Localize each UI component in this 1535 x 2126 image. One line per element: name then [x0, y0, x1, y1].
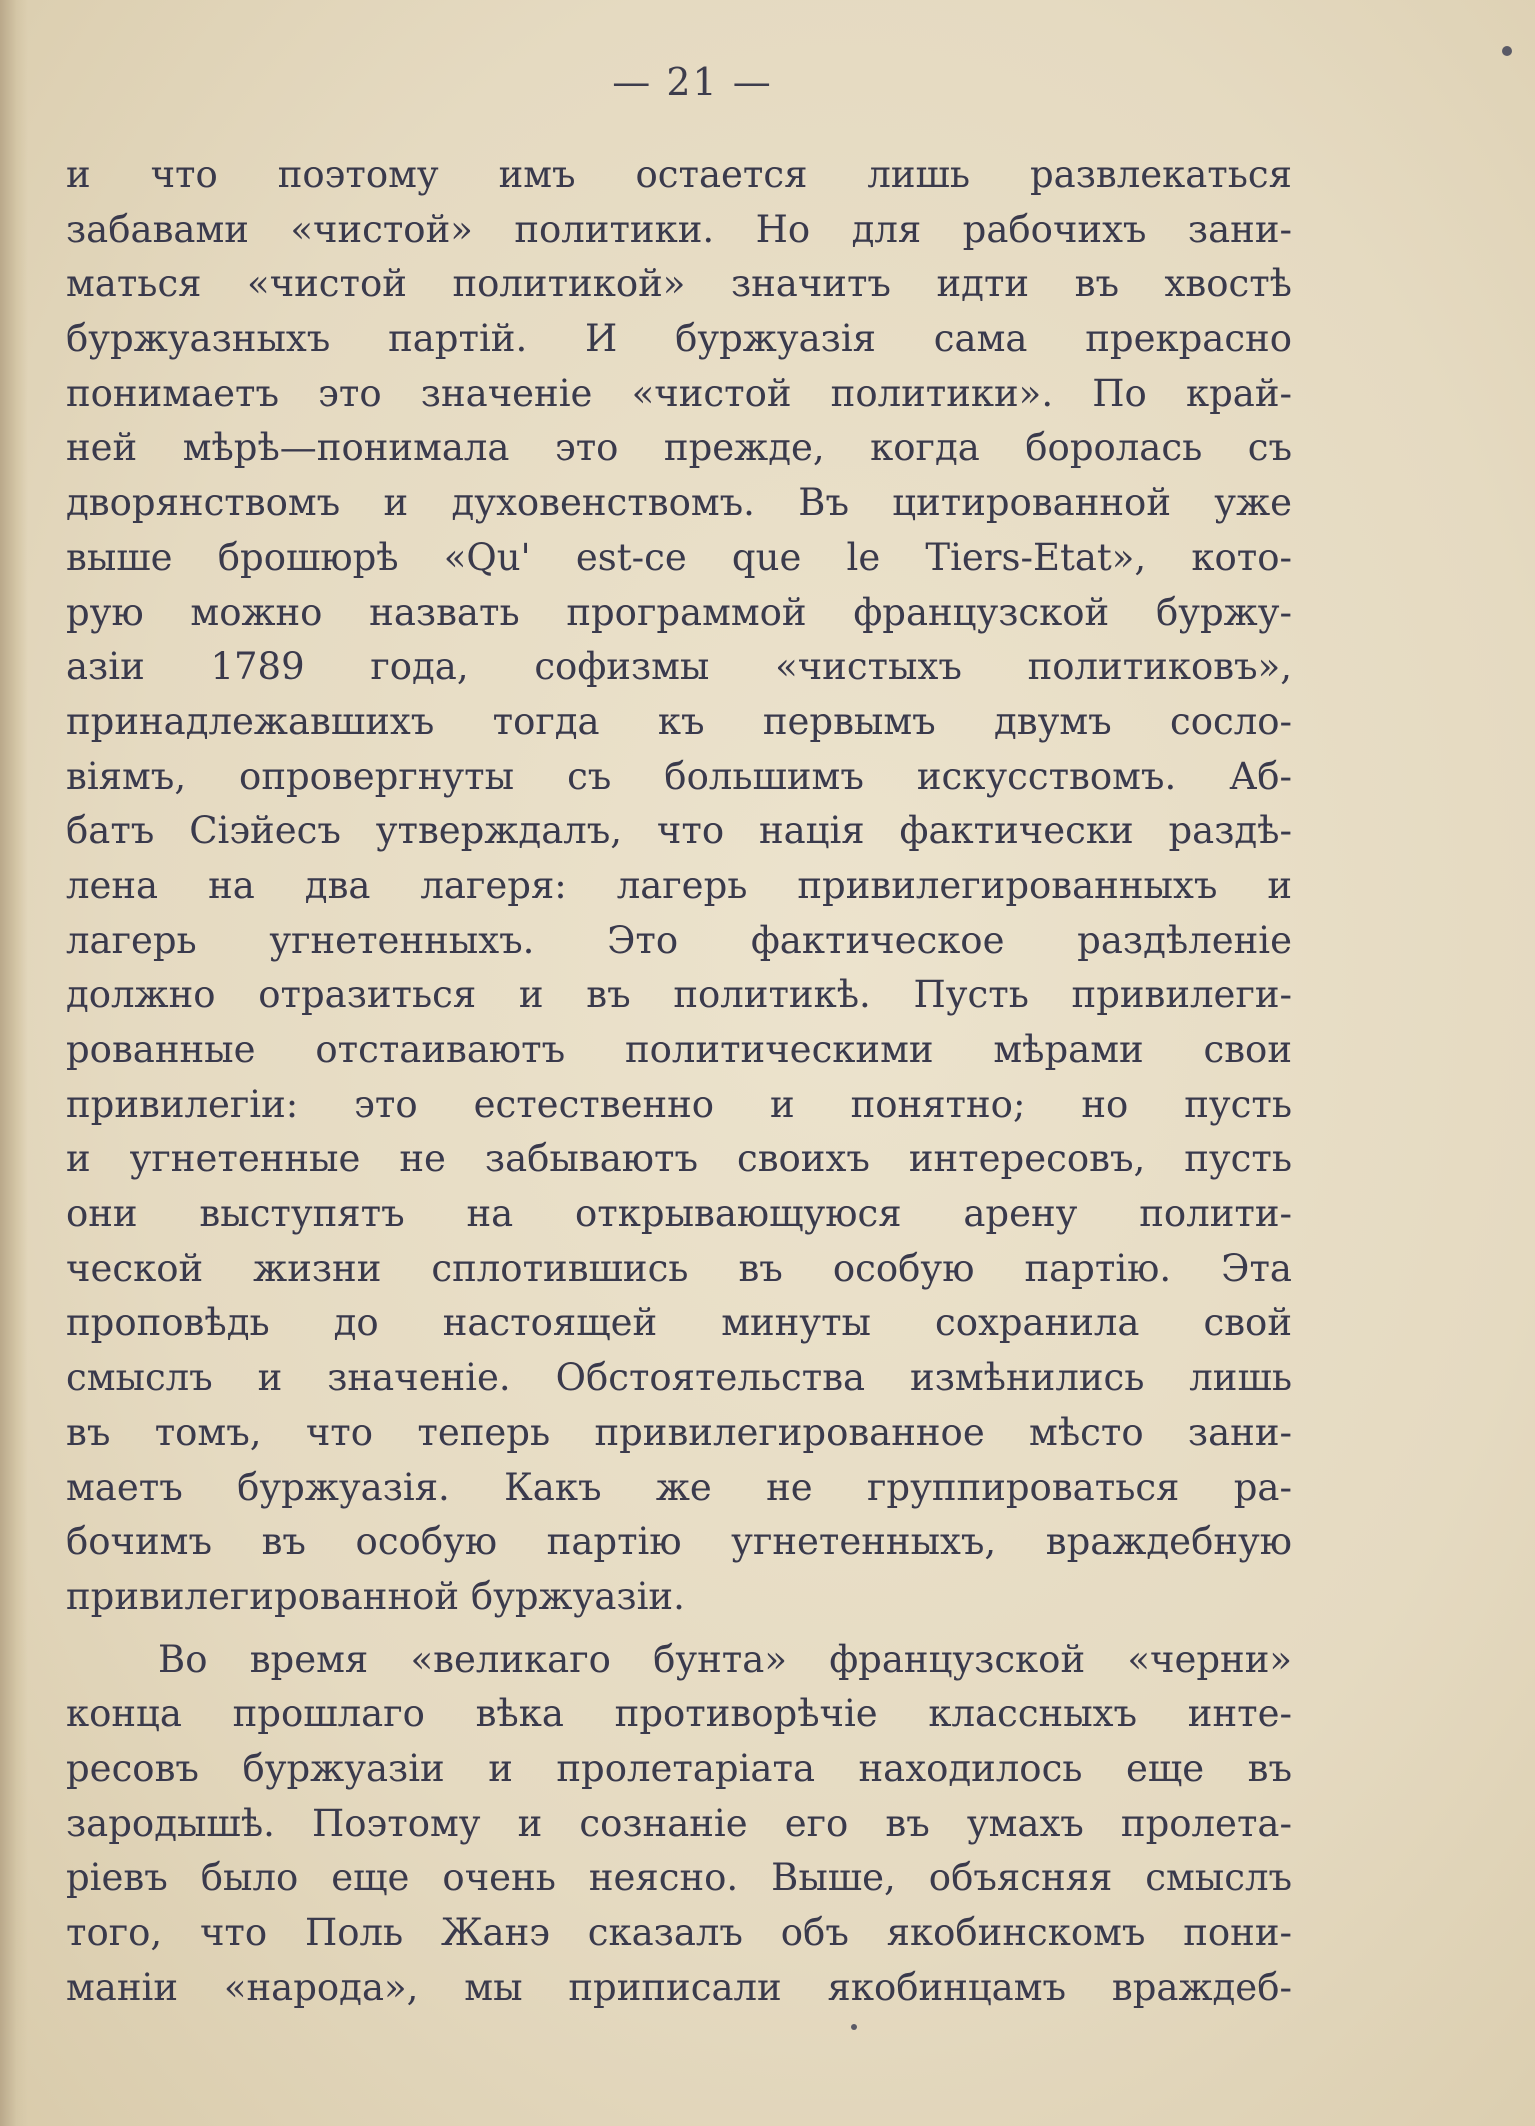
text-line: віямъ, опровергнуты съ большимъ искусствомъ. Аб-	[66, 754, 1292, 798]
text-line: азіи 1789 года, софизмы «чистыхъ политиковъ»,	[66, 645, 1292, 689]
text-line: буржуазныхъ партій. И буржуазія сама прекрасно	[66, 317, 1292, 361]
text-line: ресовъ буржуазіи и пролетаріата находилось еще въ	[66, 1746, 1292, 1790]
text-line: конца прошлаго вѣка противорѣчіе классныхъ инте-	[66, 1692, 1292, 1736]
body-text	[66, 148, 1292, 2015]
text-line: понимаетъ это значеніе «чистой политики». По край-	[66, 371, 1292, 415]
text-line: и что поэтому имъ остается лишь развлекаться	[66, 153, 1292, 196]
text-line: принадлежавшихъ тогда къ первымъ двумъ сосло-	[66, 699, 1292, 743]
text-line: рованные отстаиваютъ политическими мѣрами свои	[66, 1028, 1292, 1071]
paragraph	[66, 1633, 1292, 2016]
text-line: въ томъ, что теперь привилегированное мѣсто зани-	[66, 1410, 1292, 1454]
text-line: ней мѣрѣ—понимала это прежде, когда боролась съ	[66, 426, 1292, 470]
text-line: они выступятъ на открывающуюся арену полити-	[66, 1192, 1292, 1236]
text-line: ческой жизни сплотившись въ особую партію. Эта	[66, 1246, 1292, 1290]
text-line: того, что Поль Жанэ сказалъ объ якобинскомъ пони-	[66, 1911, 1292, 1954]
ink-speck	[1502, 46, 1512, 56]
text-line: должно отразиться и въ политикѣ. Пусть привилеги-	[66, 973, 1292, 1017]
text-line: маетъ буржуазія. Какъ же не группироваться ра-	[66, 1465, 1292, 1509]
text-line: Во время «великаго бунта» французской «черни»	[158, 1637, 1292, 1681]
text-line: дворянствомъ и духовенствомъ. Въ цитированной уже	[66, 481, 1292, 525]
text-line: рую можно назвать программой французской буржу-	[66, 590, 1292, 634]
text-line: проповѣдь до настоящей минуты сохранила свой	[66, 1301, 1292, 1345]
paragraph	[66, 148, 1292, 1625]
text-line: маніи «народа», мы приписали якобинцамъ враждеб-	[66, 1965, 1292, 2009]
text-line: выше брошюрѣ «Qu' est-ce que le Tiers-Etat», кото-	[66, 535, 1292, 579]
text-line: привилегіи: это естественно и понятно; но пусть	[66, 1082, 1292, 1126]
text-line: и угнетенные не забываютъ своихъ интересовъ, пусть	[66, 1137, 1292, 1181]
text-line: ріевъ было еще очень неясно. Выше, объясняя смыслъ	[66, 1856, 1292, 1900]
text-line: маться «чистой политикой» значитъ идти въ хвостѣ	[66, 262, 1292, 306]
text-line: зародышѣ. Поэтому и сознаніе его въ умахъ пролета-	[66, 1801, 1292, 1845]
text-line: лагерь угнетенныхъ. Это фактическое раздѣленіе	[66, 918, 1292, 962]
text-line: привилегированной буржуазіи.	[66, 1574, 685, 1618]
text-line: бочимъ въ особую партію угнетенныхъ, враждебную	[66, 1520, 1292, 1564]
text-line: забавами «чистой» политики. Но для рабочихъ зани-	[66, 207, 1292, 251]
text-line: батъ Сіэйесъ утверждалъ, что нація фактически раздѣ-	[66, 809, 1292, 853]
paragraph-gap	[66, 1625, 1292, 1633]
page-number: — 21 —	[612, 60, 773, 104]
text-line: смыслъ и значеніе. Обстоятельства измѣнились лишь	[66, 1356, 1292, 1400]
text-line: лена на два лагеря: лагерь привилегированныхъ и	[66, 863, 1292, 907]
ink-speck	[851, 2024, 857, 2030]
page-spine-shadow	[0, 0, 28, 2126]
